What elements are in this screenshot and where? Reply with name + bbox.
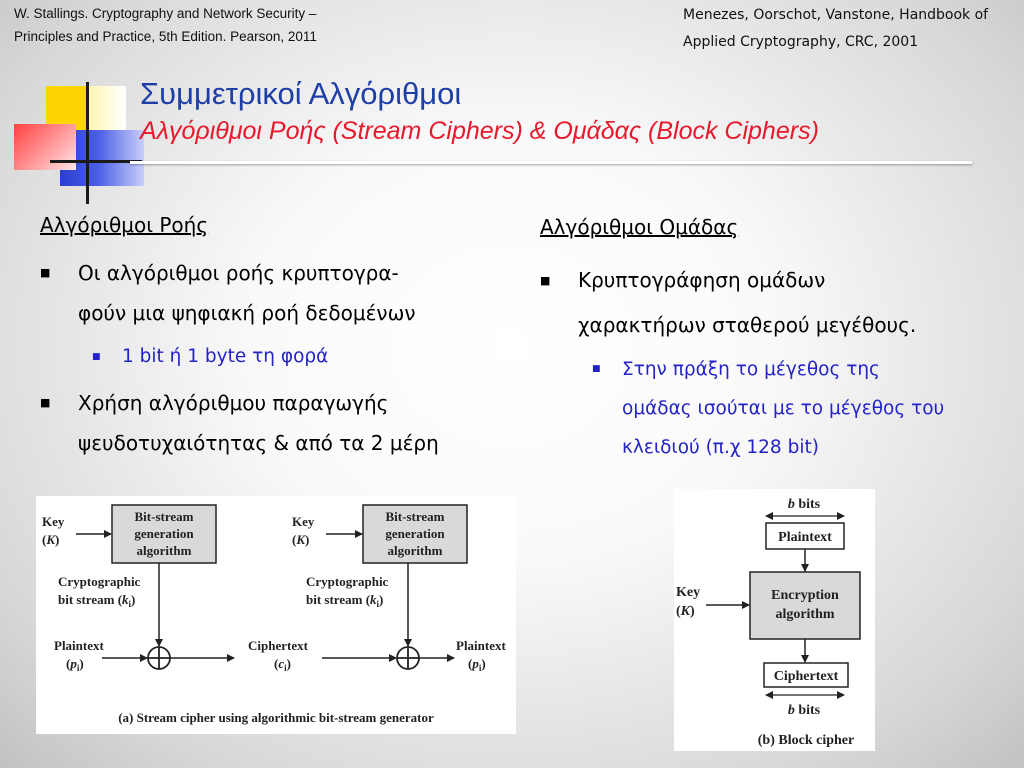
key-label: Key	[42, 514, 65, 529]
box-line: algorithm	[136, 543, 192, 558]
bullet-line: ψευδοτυχαιότητας & από τα 2 μέρη	[78, 431, 439, 455]
bullet-square-icon: ■	[40, 396, 51, 409]
reference-menezes	[683, 2, 1023, 56]
decryption-side	[248, 505, 506, 673]
input-symbol: c	[278, 656, 285, 671]
encryption-box-line: Encryption	[771, 588, 839, 603]
crypto-bitstream-label: Cryptographic	[306, 574, 389, 589]
stream-figure-caption: (a) Stream cipher using algorithmic bit-stream generator	[118, 710, 434, 725]
crypto-subscript: i	[128, 599, 132, 609]
box-line: Bit-stream	[134, 509, 194, 524]
key-symbol-label: (K)	[42, 532, 60, 547]
sub-bullet-line: ομάδας ισούται με το μέγεθος του	[622, 398, 945, 419]
crypto-symbol: k	[122, 592, 129, 607]
top-bits-label	[788, 497, 821, 512]
sub-bullet-text: 1 bit ή 1 byte τη φορά	[122, 346, 329, 367]
bits-word: bits	[798, 497, 821, 512]
crypto-subscript: i	[376, 599, 380, 609]
reference-stallings	[14, 2, 317, 48]
page-title: Συμμετρικοί Αλγόριθμοι	[140, 76, 462, 111]
input-label: Ciphertext	[248, 638, 308, 653]
crypto-bitstream-symbol-label: bit stream $(k_i)$	[306, 592, 384, 609]
block-bullet-1	[540, 258, 1010, 348]
box-line: generation	[134, 526, 194, 541]
title-divider	[130, 161, 972, 164]
red-square	[14, 124, 76, 170]
bullet-line: Κρυπτογράφηση ομάδων	[578, 268, 826, 292]
ciphertext-label: Ciphertext	[773, 669, 839, 684]
stream-bullet-2	[40, 383, 520, 463]
box-line: algorithm	[387, 543, 443, 558]
input-label: Plaintext	[54, 638, 104, 653]
key-symbol: K	[296, 532, 306, 547]
output-label: Plaintext	[456, 638, 506, 653]
bullet-square-icon: ■	[540, 274, 551, 287]
bottom-bits-label	[788, 703, 821, 718]
stream-cipher-diagram	[36, 496, 516, 734]
bullet-line: χαρακτήρων σταθερού μεγέθους.	[578, 313, 917, 337]
crypto-bitstream-symbol-label: bit stream $(k_i)$	[58, 592, 136, 609]
sub-bullet-square-icon: ■	[92, 352, 101, 362]
plaintext-label: Plaintext	[778, 530, 832, 545]
input-symbol: p	[70, 656, 77, 671]
stream-bullet-1	[40, 253, 520, 333]
vertical-line	[86, 82, 89, 204]
crypto-bitstream-label-2: bit stream (	[58, 592, 123, 607]
stream-cipher-figure	[36, 496, 516, 734]
reference-line: Menezes, Oorschot, Vanstone, Handbook of	[683, 7, 989, 23]
sub-bullet-line: κλειδιού (π.χ 128 bit)	[622, 437, 819, 458]
bullet-line: φούν μια ψηφιακή ροή δεδομένων	[78, 301, 416, 325]
stream-sub-bullet	[92, 338, 328, 376]
block-cipher-diagram	[674, 489, 875, 751]
bits-symbol: b	[787, 703, 795, 718]
bits-word: bits	[798, 703, 821, 718]
block-key-symbol-label: (K)	[676, 604, 695, 619]
bits-symbol: b	[787, 497, 795, 512]
block-sub-bullet	[592, 350, 1012, 467]
stream-heading: Αλγόριθμοι Ροής	[40, 213, 209, 237]
block-key-label: Key	[676, 585, 701, 600]
sub-bullet-line: Στην πράξη το μέγεθος της	[622, 359, 880, 380]
bullet-line: Χρήση αλγόριθμου παραγωγής	[78, 391, 389, 415]
key-symbol: K	[46, 532, 56, 547]
crypto-bitstream-label: Cryptographic	[58, 574, 141, 589]
input-symbol-label: $(c_i)$	[274, 656, 291, 673]
sub-bullet-square-icon: ■	[592, 364, 601, 374]
encryption-side	[42, 505, 234, 673]
reference-line: Applied Cryptography, CRC, 2001	[683, 34, 919, 50]
output-symbol: p	[472, 656, 479, 671]
output-subscript: i	[478, 663, 482, 673]
input-subscript: i	[76, 663, 80, 673]
encryption-box	[750, 572, 860, 639]
block-cipher-figure	[674, 489, 875, 751]
input-symbol-label: $(p_i)$	[66, 656, 84, 673]
block-figure-caption: (b) Block cipher	[757, 733, 855, 748]
reference-line: W. Stallings. Cryptography and Network Security –	[14, 6, 317, 21]
horizontal-line	[50, 160, 142, 163]
encryption-box-line: algorithm	[775, 607, 835, 622]
bullet-line: Οι αλγόριθμοι ροής κρυπτογρα-	[78, 261, 399, 285]
input-subscript: i	[284, 663, 287, 673]
output-symbol-label: $(p_i)$	[468, 656, 486, 673]
decorative-squares	[10, 82, 150, 212]
box-line: Bit-stream	[385, 509, 445, 524]
crypto-bitstream-label-2: bit stream (	[306, 592, 371, 607]
key-symbol-label: (K)	[292, 532, 310, 547]
block-key-symbol: K	[680, 604, 691, 619]
page-subtitle: Αλγόριθμοι Ροής (Stream Ciphers) & Ομάδας (Block Ciphers)	[140, 117, 819, 145]
key-label: Key	[292, 514, 315, 529]
crypto-symbol: k	[370, 592, 377, 607]
bullet-square-icon: ■	[40, 266, 51, 279]
box-line: generation	[385, 526, 445, 541]
reference-line: Principles and Practice, 5th Edition. Pearson, 2011	[14, 29, 317, 44]
block-heading: Αλγόριθμοι Ομάδας	[540, 215, 739, 239]
